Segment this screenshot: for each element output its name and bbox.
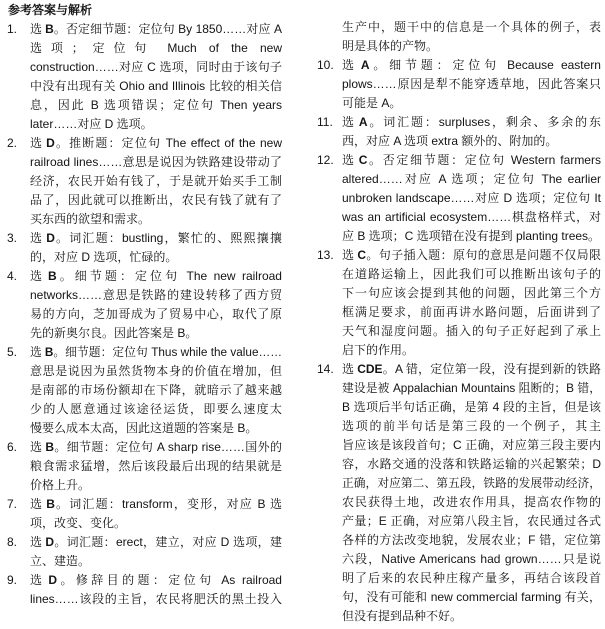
answer-prefix: 选 xyxy=(30,535,43,549)
answer-item xyxy=(317,113,601,151)
answer-letter: B xyxy=(44,346,54,359)
line-text: 。A 错，定位第一段，没有提到新的铁路 xyxy=(382,362,601,376)
answer-prefix: 选 xyxy=(342,58,358,72)
item-number: 11. xyxy=(317,115,333,129)
answer-letter: A xyxy=(360,58,370,72)
answer-letter: C xyxy=(357,248,367,262)
text-line: 易的方向，芝加哥成为了贸易中心，取代了原 xyxy=(30,307,282,321)
text-line: 启下的作用。 xyxy=(342,343,415,357)
item-number: 2. xyxy=(7,136,18,150)
item-number: 10. xyxy=(317,58,334,72)
item-number: 3. xyxy=(7,231,18,245)
line-text: 。词汇题：erect，建立，对应 D 选项，建 xyxy=(54,535,282,549)
text-line: 在道路运输上，因此我们可以推断出该句子的 xyxy=(342,267,601,281)
right-column xyxy=(317,18,601,626)
line-text: 。细节题：定位句 A sharp rise……国外的 xyxy=(54,440,282,454)
text-line: 明了后来的农民种庄稼产量多，再结合该段首 xyxy=(342,571,601,585)
answer-prefix: 选 xyxy=(30,136,44,150)
item-explanation xyxy=(30,134,282,229)
text-line: 西，对应 A 选项 extra 额外的、附加的。 xyxy=(342,134,558,148)
text-line: 旨应该是该段首句；C 正确，对应第三段主要内 xyxy=(342,438,601,452)
item-explanation xyxy=(30,229,282,267)
answer-prefix: 选 xyxy=(342,115,356,129)
item-explanation xyxy=(342,56,601,113)
line-text: 。否定细节题：定位句 By 1850……对应 A xyxy=(53,22,282,36)
text-line: 生产中，题干中的信息是一个具体的例子，表 xyxy=(342,20,601,34)
text-line: altered……对应 A 选项；定位句 The earlier xyxy=(342,172,601,186)
answer-letter: B xyxy=(45,440,55,454)
answer-prefix: 选 xyxy=(30,231,44,245)
answer-letter: D xyxy=(46,136,55,150)
text-line: lines……该段的主旨，农民将肥沃的黑土投入 xyxy=(30,592,282,606)
text-line: 句，没有可能和 new commercial farming 有关， xyxy=(342,590,601,604)
text-line: 项，改变、变化。 xyxy=(30,516,127,530)
line-text: 。推断题：定位句 The effect of the new xyxy=(54,136,282,150)
text-line: 建设是被 Appalachian Mountains 阻断的；B 错， xyxy=(342,382,601,395)
text-line: 应 B 选项；C 选项错在没有提到 planting trees。 xyxy=(342,229,601,243)
text-line xyxy=(342,246,601,265)
text-line: 经济，农民开始有钱了，于是就开始买手工制 xyxy=(30,174,282,188)
text-line xyxy=(30,343,282,362)
line-text: 。词汇题：surpluses，剩余、多余的东 xyxy=(367,115,601,129)
text-line: 六段，Native Americans had grown……只是说 xyxy=(342,552,601,566)
answer-item xyxy=(7,343,282,438)
text-line: later……对应 D 选项。 xyxy=(30,117,153,131)
text-line: construction……对应 C 选项，同时由于该句子 xyxy=(30,60,282,74)
text-line xyxy=(342,360,601,379)
answer-prefix: 选 xyxy=(30,269,46,283)
answer-prefix: 选 xyxy=(342,362,355,376)
text-line xyxy=(342,56,601,75)
text-line xyxy=(30,229,282,248)
answer-letter: CDE xyxy=(357,362,383,376)
text-line: 可能是 A。 xyxy=(342,96,402,110)
line-text: 。细节题：定位句 Because eastern xyxy=(369,58,601,72)
text-line xyxy=(30,571,282,590)
answer-item xyxy=(7,571,282,609)
item-explanation xyxy=(342,360,601,626)
line-text: 。句子插入题：原句的意思是问题不仅局限 xyxy=(366,248,601,262)
answer-item xyxy=(7,134,282,229)
item-number: 4. xyxy=(7,269,18,283)
text-line xyxy=(342,151,601,170)
item-number: 6. xyxy=(7,440,18,454)
line-text: 。词汇题：bustling，繁忙的、熙熙攘攘 xyxy=(54,231,282,245)
item-number: 8. xyxy=(7,535,18,549)
item-number: 12. xyxy=(317,153,334,167)
text-line: 选项；定位句 Much of the new xyxy=(30,41,282,55)
text-line: 产量；E 正确，对应第八段主旨，农民通过各式 xyxy=(342,514,601,528)
line-text: 。细节题：定位句 Thus while the value…… xyxy=(53,346,282,359)
text-line: 农民获得土地，改进农作用具，提高农作物的 xyxy=(342,495,601,509)
text-line: 买东西的欲望和需求。 xyxy=(30,212,151,226)
text-line: 少的人愿意通过该途径运货，即要么速度太 xyxy=(30,402,282,416)
item-explanation xyxy=(342,18,601,56)
text-line: 意思是说因为虽然货物本身的价值在增加，但 xyxy=(30,364,282,378)
item-explanation xyxy=(30,571,282,609)
text-line: 选项的前半句话是第三段的一个例子，其主 xyxy=(342,419,601,433)
answer-letter: B xyxy=(46,497,55,511)
text-line: 立、建造。 xyxy=(30,554,91,568)
text-line: railroad lines……意思是说因为铁路建设带动了 xyxy=(30,155,282,169)
text-line: 各样的方法改变地貌，发展农业；F 错，定位第 xyxy=(342,533,601,547)
answer-prefix: 选 xyxy=(30,497,44,511)
line-text: 。修辞目的题：定位句 As railroad xyxy=(57,573,282,587)
text-line: 品了，因此就可以推断出，农民有钱了就有了 xyxy=(30,193,282,207)
item-explanation xyxy=(30,495,282,533)
answer-prefix: 选 xyxy=(342,248,355,262)
item-explanation xyxy=(30,533,282,571)
answer-item xyxy=(317,56,601,113)
item-explanation xyxy=(342,151,601,246)
text-line: 中没有出现有关 Ohio and Illinois 比较的相关信 xyxy=(30,79,282,93)
text-line: 慢要么成本太高，因此这道题的答案是 B。 xyxy=(30,421,258,435)
text-line: 下一句应该会提到其他的问题，因此第三个方 xyxy=(342,286,601,300)
answer-item xyxy=(7,20,282,134)
answer-item xyxy=(7,495,282,533)
answer-letter: A xyxy=(358,115,368,129)
item-number: 13. xyxy=(317,248,334,262)
item-explanation xyxy=(342,113,601,151)
item-explanation xyxy=(30,267,282,343)
answer-item xyxy=(7,438,282,495)
text-line: B 选项后半句话正确，是第 4 段的主旨，但是该 xyxy=(342,400,601,414)
text-line: 价格上升。 xyxy=(30,478,91,492)
answer-letter: D xyxy=(46,231,55,245)
item-number: 9. xyxy=(7,573,18,587)
answer-letter: C xyxy=(358,153,368,167)
item-number: 14. xyxy=(317,362,334,376)
text-line: plows……原因是犁不能穿透草地，因此答案只 xyxy=(342,77,601,91)
line-text: 。否定细节题：定位句 Western farmers xyxy=(367,153,601,167)
answer-item xyxy=(7,533,282,571)
line-text: 。词汇题：transform，变形，对应 B 选 xyxy=(54,497,282,511)
answer-prefix: 选 xyxy=(342,153,356,167)
answer-item-continued xyxy=(317,18,601,56)
text-line: 的，对应 D 选项，忙碌的。 xyxy=(30,250,178,264)
text-line: 但没有提到品种不好。 xyxy=(342,609,463,623)
answer-prefix: 选 xyxy=(30,346,42,359)
left-column xyxy=(7,20,282,609)
text-line: 是南部的市场份额却在下降，就暗示了越来越 xyxy=(30,383,282,397)
text-line: was an artificial ecosystem……棋盘格样式，对 xyxy=(342,210,601,224)
text-line: 正确，对应第二、第五段，铁路的发展带动经济， xyxy=(342,477,601,490)
item-number xyxy=(317,18,342,56)
text-line: 明是具体的产物。 xyxy=(342,39,439,53)
item-explanation xyxy=(342,246,601,360)
answer-item xyxy=(7,229,282,267)
text-line xyxy=(30,438,282,457)
text-line: networks……意思是铁路的建设转移了西方贸 xyxy=(30,288,282,302)
answer-prefix: 选 xyxy=(30,573,46,587)
item-explanation xyxy=(30,20,282,134)
text-line xyxy=(342,113,601,132)
answer-item xyxy=(317,151,601,246)
answer-letter: D xyxy=(48,573,58,587)
text-line: 容，水路交通的没落和铁路运输的兴起繁荣；D xyxy=(342,457,601,471)
answer-item xyxy=(7,267,282,343)
answer-item xyxy=(317,360,601,626)
text-line: 粮食需求猛增，然后该段最后出现的结果就是 xyxy=(30,459,282,473)
item-explanation xyxy=(30,343,282,438)
answer-prefix: 选 xyxy=(30,22,43,36)
page-title: 参考答案与解析 xyxy=(8,3,93,17)
item-number: 5. xyxy=(7,345,18,359)
line-text: 。细节题：定位句 The new railroad xyxy=(56,269,282,283)
text-line xyxy=(30,134,282,153)
item-number: 7. xyxy=(7,497,18,511)
answer-letter: B xyxy=(48,269,57,283)
item-number: 1. xyxy=(7,22,18,36)
answer-item xyxy=(317,246,601,360)
answer-letter: D xyxy=(45,535,55,549)
text-line: unbroken landscape……对应 D 选项；定位句 It xyxy=(342,191,601,205)
text-line xyxy=(30,495,282,514)
text-line: 息，因此 B 选项错误；定位句 Then years xyxy=(30,98,282,112)
text-line: 框满足要求，前面再讲水路问题，后面讲到了 xyxy=(342,305,601,319)
text-line: 天气和湿度问题。插入的句子正好起到了承上 xyxy=(342,324,601,338)
text-line xyxy=(30,20,282,39)
text-line: 先的新奥尔良。因此答案是 B。 xyxy=(30,326,198,340)
text-line xyxy=(30,267,282,286)
text-line xyxy=(30,533,282,552)
item-explanation xyxy=(30,438,282,495)
answer-prefix: 选 xyxy=(30,440,43,454)
answer-letter: B xyxy=(45,22,54,36)
